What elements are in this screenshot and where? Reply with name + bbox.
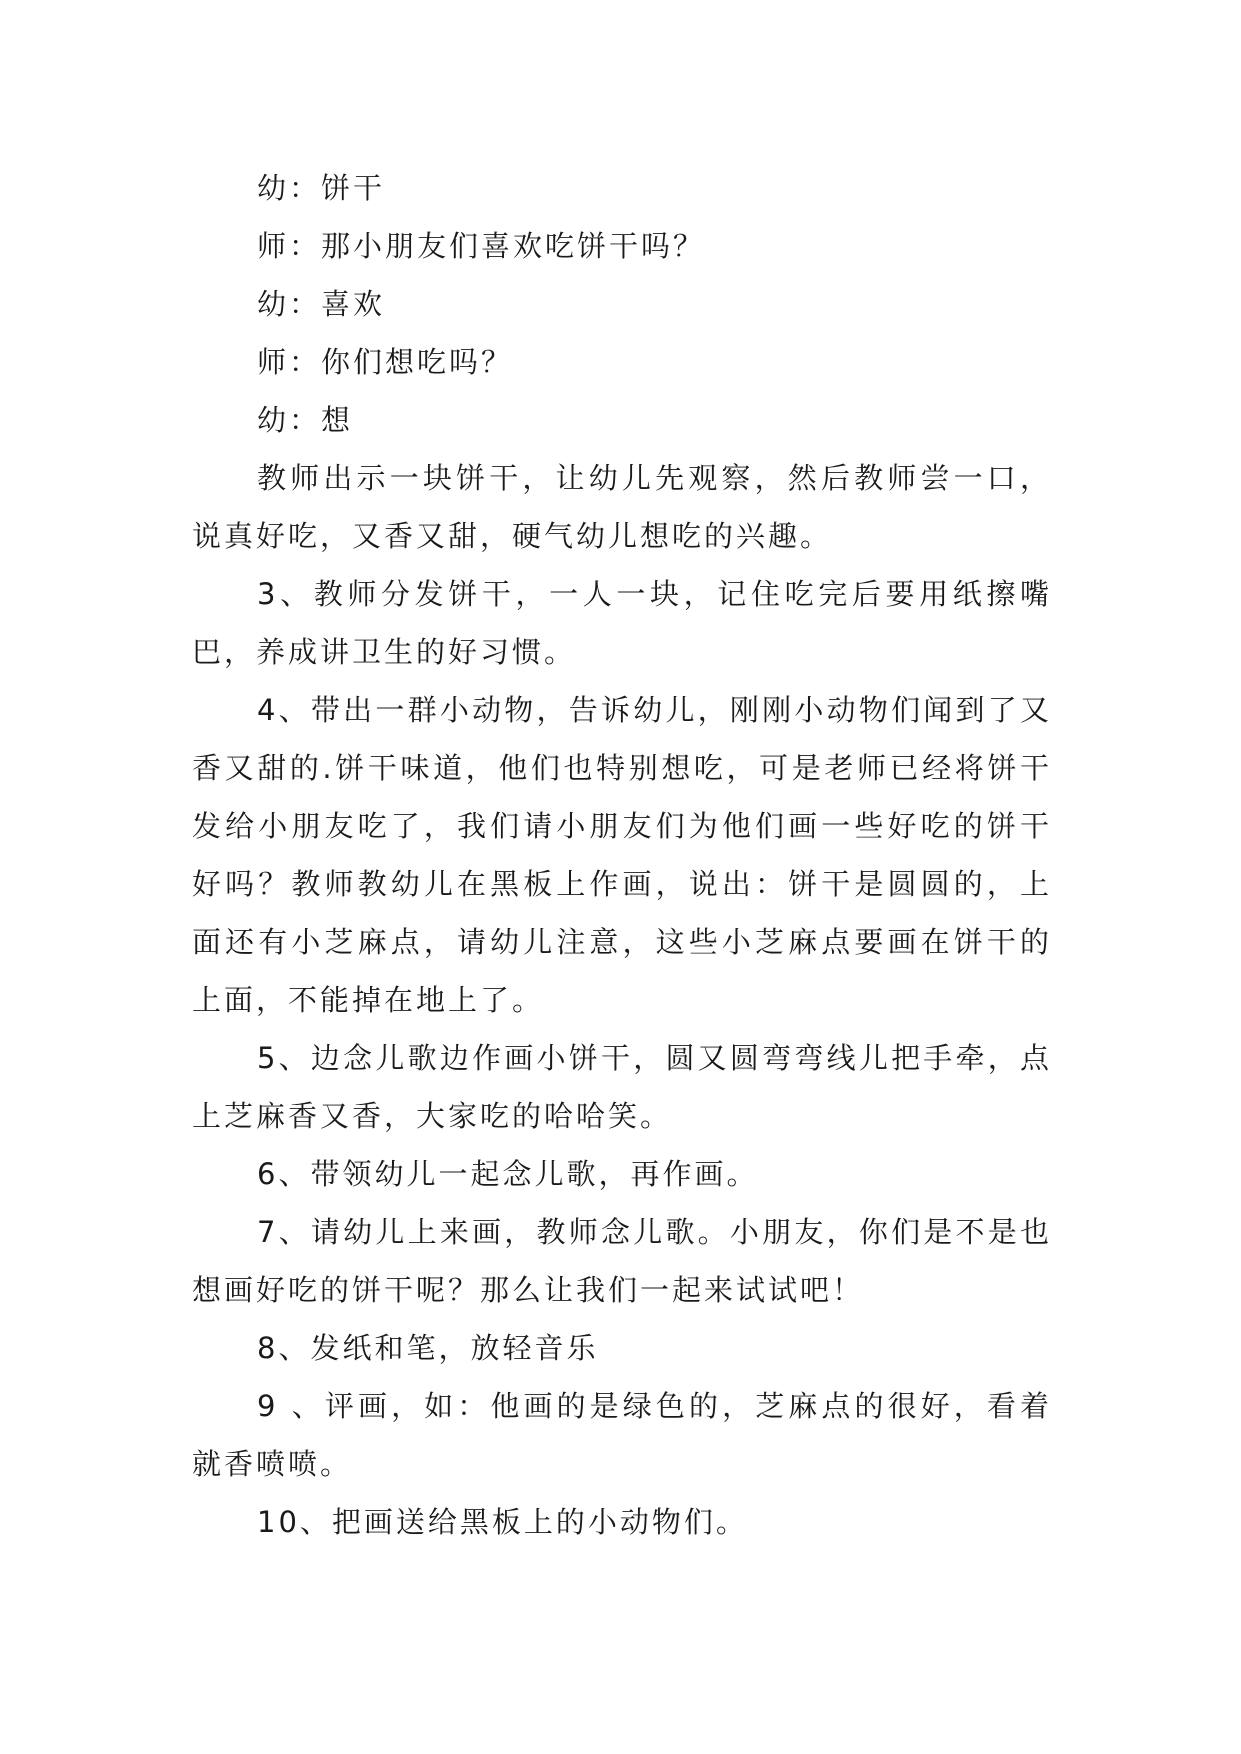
dialogue-line-teacher-like: 师：那小朋友们喜欢吃饼干吗？ bbox=[257, 229, 706, 263]
paragraph-teacher-shows-biscuit: 教师出示一块饼干，让幼儿先观察，然后教师尝一口，说真好吃，又香又甜，硬气幼儿想吃的兴趣。 bbox=[192, 461, 1052, 553]
paragraph-step-6: 6、带领幼儿一起念儿歌，再作画。 bbox=[257, 1157, 759, 1191]
paragraph-step-3: 3、教师分发饼干，一人一块，记住吃完后要用纸擦嘴巴，养成讲卫生的好习惯。 bbox=[192, 577, 1052, 669]
dialogue-line-child-biscuit: 幼：饼干 bbox=[257, 171, 386, 205]
paragraph-step-9: 9 、评画，如：他画的是绿色的，芝麻点的很好，看着就香喷喷。 bbox=[192, 1389, 1052, 1481]
paragraph-step-8: 8、发纸和笔，放轻音乐 bbox=[257, 1331, 599, 1365]
paragraph-step-4: 4、带出一群小动物，告诉幼儿，刚刚小动物们闻到了又香又甜的.饼干味道，他们也特别想吃，可是老师已经将饼干发给小朋友吃了，我们请小朋友们为他们画一些好吃的饼干好吗？教师教幼儿在黑板上作画，说出：饼干是圆圆的，上面还有小芝麻点，请幼儿注意，这些小芝麻点要画在饼干的上面，不能掉在地上了。 bbox=[192, 693, 1052, 1017]
dialogue-line-teacher-want: 师：你们想吃吗？ bbox=[257, 345, 514, 379]
dialogue-line-child-like: 幼：喜欢 bbox=[257, 287, 386, 321]
paragraph-step-7: 7、请幼儿上来画，教师念儿歌。小朋友，你们是不是也想画好吃的饼干呢？那么让我们一起来试试吧！ bbox=[192, 1215, 1052, 1307]
paragraph-step-5: 5、边念儿歌边作画小饼干，圆又圆弯弯线儿把手牵，点上芝麻香又香，大家吃的哈哈笑。 bbox=[192, 1041, 1052, 1133]
dialogue-line-child-want: 幼：想 bbox=[257, 403, 354, 437]
paragraph-step-10: 10、把画送给黑板上的小动物们。 bbox=[257, 1505, 748, 1539]
document-body bbox=[192, 159, 1052, 1551]
